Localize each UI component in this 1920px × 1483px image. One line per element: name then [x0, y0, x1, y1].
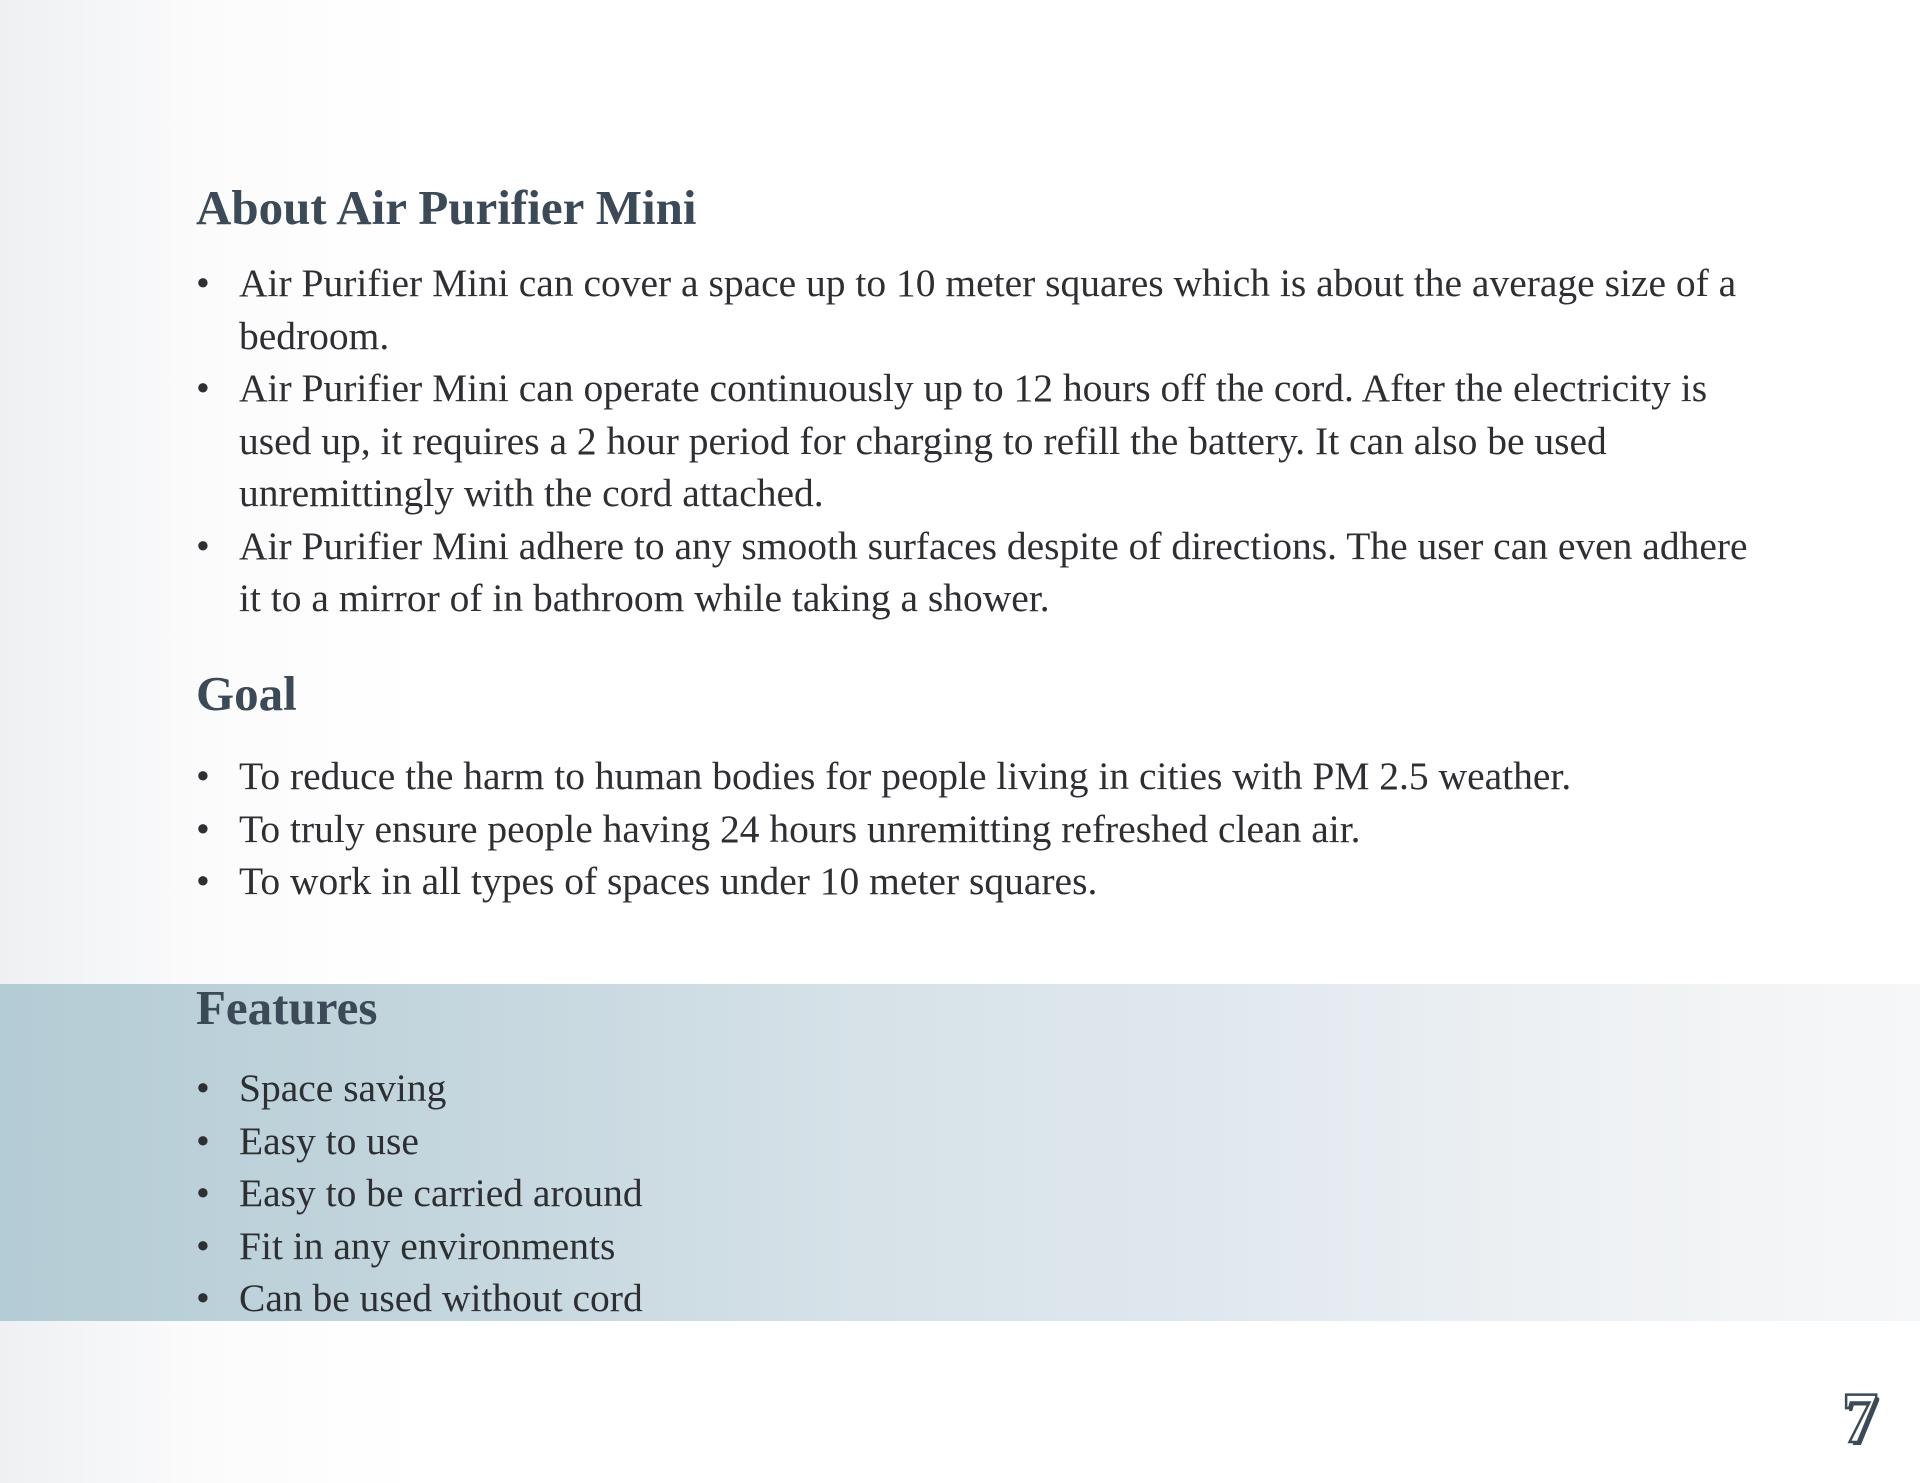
- about-list: [196, 257, 1756, 625]
- list-item-text: To truly ensure people having 24 hours unremitting refreshed clean air.: [239, 806, 1361, 851]
- list-item: [196, 520, 1756, 625]
- features-section: [196, 978, 1756, 1325]
- goal-section: [196, 664, 1756, 908]
- bullet-icon: •: [196, 1223, 210, 1268]
- list-item-text: To reduce the harm to human bodies for people living in cities with PM 2.5 weather.: [239, 754, 1572, 798]
- list-item: [196, 257, 1756, 362]
- goal-heading: Goal: [196, 666, 297, 721]
- bullet-icon: •: [196, 1171, 210, 1215]
- list-item-text: Air Purifier Mini can cover a space up to 10 meter squares which is about the average size of a bedroom.: [239, 261, 1737, 358]
- list-item: [196, 1272, 1756, 1325]
- list-item: [196, 1220, 1756, 1273]
- features-heading: Features: [196, 980, 378, 1035]
- bullet-icon: •: [196, 806, 210, 851]
- list-item: [196, 1115, 1756, 1168]
- list-item-text: To work in all types of spaces under 10 meter squares.: [239, 859, 1098, 903]
- bullet-icon: •: [196, 261, 210, 305]
- list-item: [196, 750, 1756, 803]
- bullet-icon: •: [196, 1276, 210, 1320]
- list-item-text: Can be used without cord: [239, 1276, 643, 1320]
- list-item-text: Air Purifier Mini adhere to any smooth surfaces despite of directions. The user can even adhere it to a mirror of in bathroom while taking a shower.: [239, 523, 1748, 620]
- features-list: [196, 1062, 1756, 1325]
- bullet-icon: •: [196, 1118, 210, 1163]
- page-number: 7: [1842, 1378, 1878, 1458]
- list-item: [196, 362, 1756, 520]
- about-section: [196, 178, 1756, 625]
- goal-list: [196, 750, 1756, 908]
- bullet-icon: •: [196, 754, 210, 798]
- bullet-icon: •: [196, 859, 210, 903]
- list-item-text: Easy to use: [239, 1118, 419, 1163]
- list-item: [196, 1167, 1756, 1220]
- list-item-text: Easy to be carried around: [239, 1171, 643, 1215]
- bullet-icon: •: [196, 366, 210, 410]
- bullet-icon: •: [196, 1066, 210, 1110]
- list-item-text: Air Purifier Mini can operate continuously up to 12 hours off the cord. After the electricity is used up, it requires a 2 hour period for charging to refill the battery. It can also be used unremittingly with the cord attached.: [239, 366, 1708, 515]
- list-item: [196, 1062, 1756, 1115]
- list-item-text: Fit in any environments: [239, 1223, 616, 1268]
- about-heading: About Air Purifier Mini: [196, 180, 697, 235]
- list-item-text: Space saving: [239, 1066, 447, 1110]
- list-item: [196, 803, 1756, 856]
- bullet-icon: •: [196, 523, 210, 568]
- list-item: [196, 855, 1756, 908]
